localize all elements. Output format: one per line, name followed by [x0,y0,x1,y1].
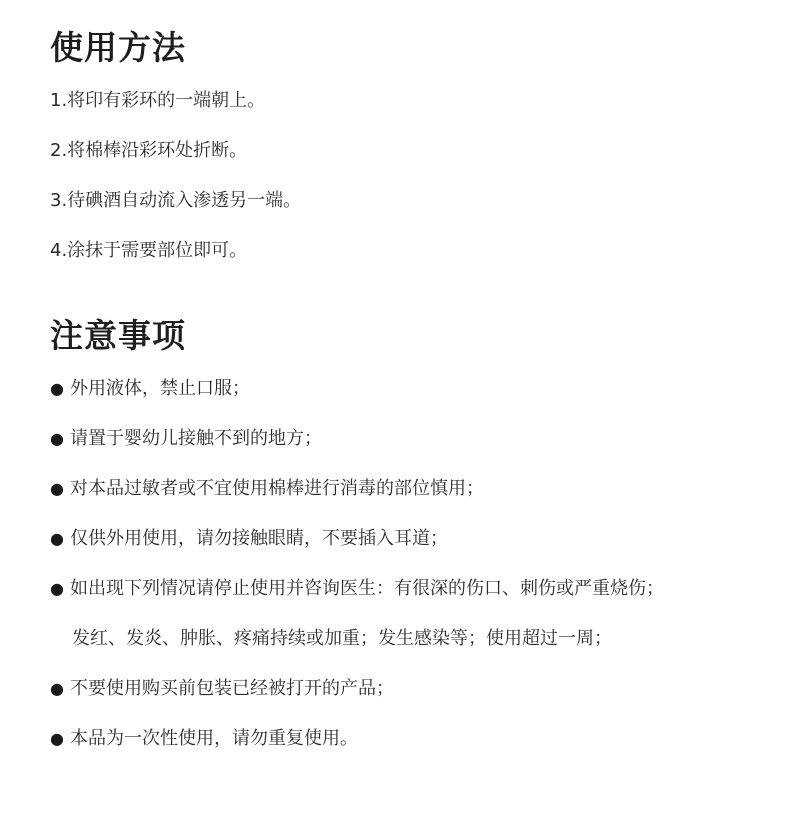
notes-heading: 注意事项 [50,316,186,355]
notes-item-text: 本品为一次性使用，请勿重复使用。 [70,728,358,749]
notes-item-text: 不要使用购买前包装已经被打开的产品； [70,678,394,699]
notes-item-continuation [50,622,770,672]
notes-item-text: 请置于婴幼儿接触不到的地方； [70,428,322,449]
bullet-icon: ● [50,429,64,448]
bullet-icon: ● [50,679,64,698]
bullet-icon: ● [50,479,64,498]
usage-step-3: 3.待碘酒自动流入渗透另一端。 [50,190,302,211]
bullet-icon: ● [50,529,64,548]
notes-item-text: 发红、发炎、肿胀、疼痛持续或加重；发生感染等；使用超过一周； [72,628,612,649]
notes-section [50,314,770,772]
notes-item-text: 外用液体，禁止口服； [70,378,250,399]
notes-item-text: 仅供外用使用，请勿接触眼睛，不要插入耳道； [70,528,448,549]
notes-item [50,572,770,622]
notes-item [50,722,770,772]
notes-item [50,472,770,522]
notes-list [50,372,770,772]
bullet-icon: ● [50,579,64,598]
bullet-icon: ● [50,729,64,748]
usage-step-2: 2.将棉棒沿彩环处折断。 [50,140,248,161]
usage-step-4: 4.涂抹于需要部位即可。 [50,240,248,261]
notes-item [50,672,770,722]
notes-item [50,522,770,572]
usage-steps-list [50,84,770,284]
usage-step-1: 1.将印有彩环的一端朝上。 [50,90,266,111]
usage-heading: 使用方法 [50,28,186,67]
notes-item-text: 对本品过敏者或不宜使用棉棒进行消毒的部位慎用； [70,478,484,499]
notes-item [50,422,770,472]
notes-item-text: 如出现下列情况请停止使用并咨询医生：有很深的伤口、刺伤或严重烧伤； [70,578,664,599]
usage-section [50,26,770,284]
bullet-icon: ● [50,379,64,398]
notes-item [50,372,770,422]
